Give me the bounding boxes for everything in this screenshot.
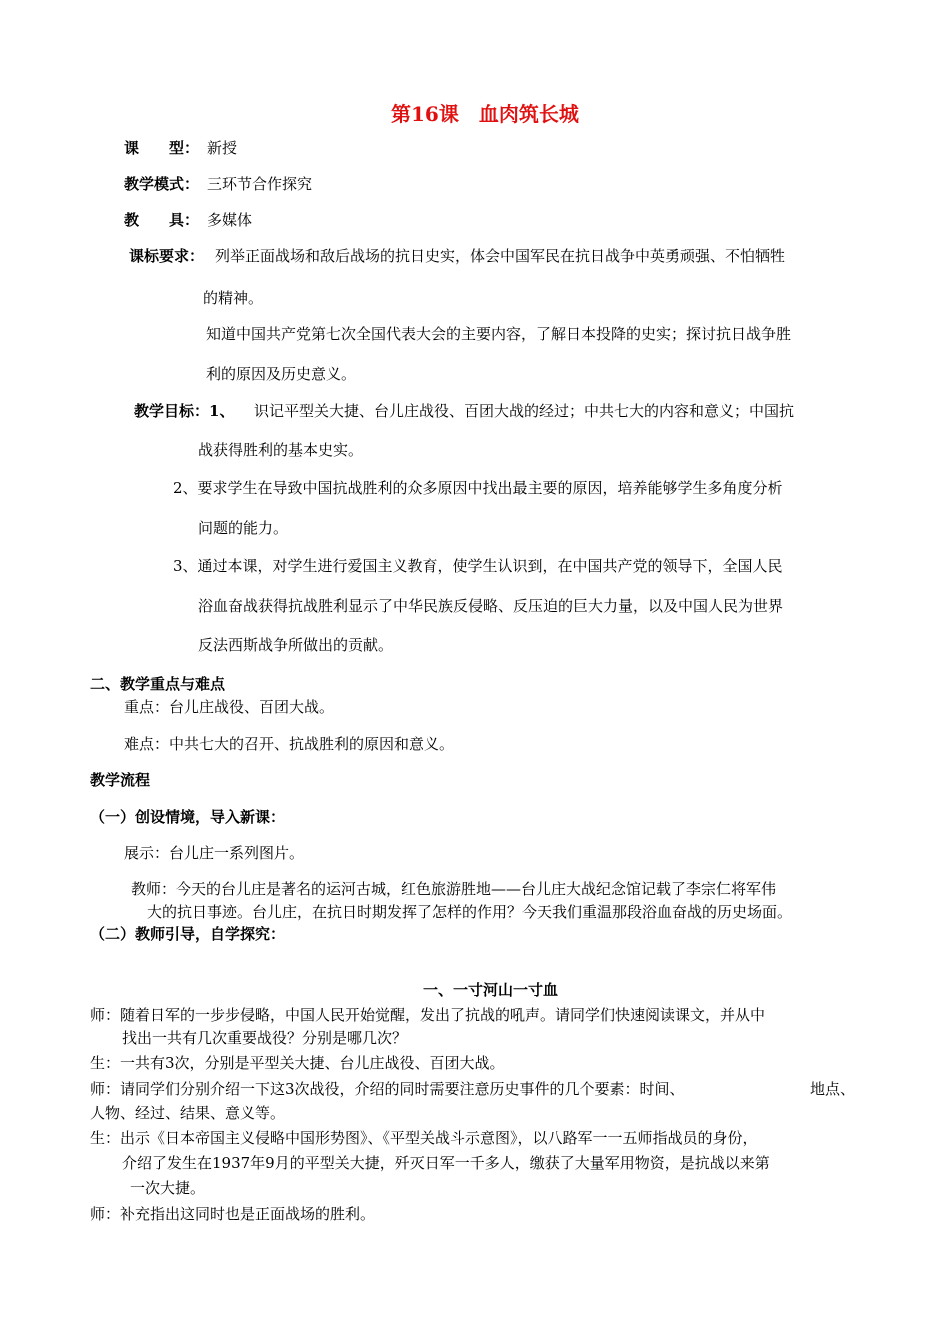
standard-line-2: 的精神。 bbox=[203, 289, 264, 307]
teaching-tools-value: 多媒体 bbox=[207, 211, 253, 229]
focus-line: 重点：台儿庄战役、百团大战。 bbox=[124, 698, 335, 716]
difficulty-line: 难点：中共七大的召开、抗战胜利的原因和意义。 bbox=[124, 735, 455, 753]
dialogue-4-line-1: 生：出示《日本帝国主义侵略中国形势图》、《平型关战斗示意图》，以八路军一一五师指战员的身份， bbox=[90, 1129, 758, 1147]
step-1-heading: （一）创设情境，导入新课： bbox=[90, 808, 286, 826]
goal-1-line-1: 识记平型关大捷、台儿庄战役、百团大战的经过；中共七大的内容和意义；中国抗 bbox=[254, 402, 795, 420]
goal-2-line-2: 问题的能力。 bbox=[198, 519, 289, 537]
dialogue-4-line-2: 介绍了发生在1937年9月的平型关大捷，歼灭日军一千多人，缴获了大量军用物资，是抗战以来第 bbox=[122, 1154, 770, 1172]
dialogue-2: 生：一共有3次，分别是平型关大捷、台儿庄战役、百团大战。 bbox=[90, 1054, 505, 1072]
goal-3-line-1: 3、通过本课，对学生进行爱国主义教育，使学生认识到，在中国共产党的领导下，全国人民 bbox=[173, 557, 783, 575]
goal-2-line-1: 2、要求学生在导致中国抗战胜利的众多原因中找出最主要的原因，培养能够学生多角度分析 bbox=[173, 479, 783, 497]
dialogue-3-line-1a: 师：请同学们分别介绍一下这3次战役，介绍的同时需要注意历史事件的几个要素：时间、 bbox=[90, 1080, 685, 1098]
teaching-mode-value: 三环节合作探究 bbox=[207, 175, 313, 193]
dialogue-1-line-2: 找出一共有几次重要战役？分别是哪几次？ bbox=[122, 1029, 408, 1047]
flow-heading: 教学流程 bbox=[90, 771, 151, 789]
show-line: 展示：台儿庄一系列图片。 bbox=[124, 844, 305, 862]
standard-label: 课标要求： bbox=[129, 247, 205, 265]
goal-3-line-3: 反法西斯战争所做出的贡献。 bbox=[198, 636, 394, 654]
course-type-value: 新授 bbox=[207, 139, 238, 157]
goals-label: 教学目标：1、 bbox=[134, 402, 235, 420]
standard-line-1: 列举正面战场和敌后战场的抗日史实，体会中国军民在抗日战争中英勇顽强、不怕牺牲 bbox=[215, 247, 786, 265]
dialogue-3-line-2: 人物、经过、结果、意义等。 bbox=[90, 1104, 286, 1122]
dialogue-4-line-3: 一次大捷。 bbox=[130, 1179, 206, 1197]
standard-line-3: 知道中国共产党第七次全国代表大会的主要内容，了解日本投降的史实；探讨抗日战争胜 bbox=[206, 325, 792, 343]
course-type-label: 课 型： bbox=[124, 139, 200, 157]
goal-3-line-2: 浴血奋战获得抗战胜利显示了中华民族反侵略、反压迫的巨大力量，以及中国人民为世界 bbox=[198, 597, 784, 615]
step-2-heading: （二）教师引导，自学探究： bbox=[90, 925, 286, 943]
lesson-title: 第16课 血肉筑长城 bbox=[391, 102, 579, 126]
dialogue-5: 师：补充指出这同时也是正面战场的胜利。 bbox=[90, 1205, 376, 1223]
goal-1-line-2: 战获得胜利的基本史实。 bbox=[198, 441, 364, 459]
teacher-intro-line-2: 大的抗日事迹。台儿庄，在抗日时期发挥了怎样的作用？今天我们重温那段浴血奋战的历史场面。 bbox=[147, 903, 793, 921]
dialogue-3-line-1b: 地点、 bbox=[810, 1080, 856, 1098]
teacher-intro-line-1: 教师：今天的台儿庄是著名的运河古城，红色旅游胜地——台儿庄大战纪念馆记载了李宗仁将军伟 bbox=[131, 880, 777, 898]
keypoints-heading: 二、教学重点与难点 bbox=[90, 675, 226, 693]
teaching-mode-label: 教学模式： bbox=[124, 175, 200, 193]
teaching-tools-label: 教 具： bbox=[124, 211, 200, 229]
dialogue-1-line-1: 师：随着日军的一步步侵略，中国人民开始觉醒，发出了抗战的吼声。请同学们快速阅读课文，并从中 bbox=[90, 1006, 766, 1024]
section-1-heading: 一、一寸河山一寸血 bbox=[423, 981, 559, 999]
standard-line-4: 利的原因及历史意义。 bbox=[206, 365, 357, 383]
